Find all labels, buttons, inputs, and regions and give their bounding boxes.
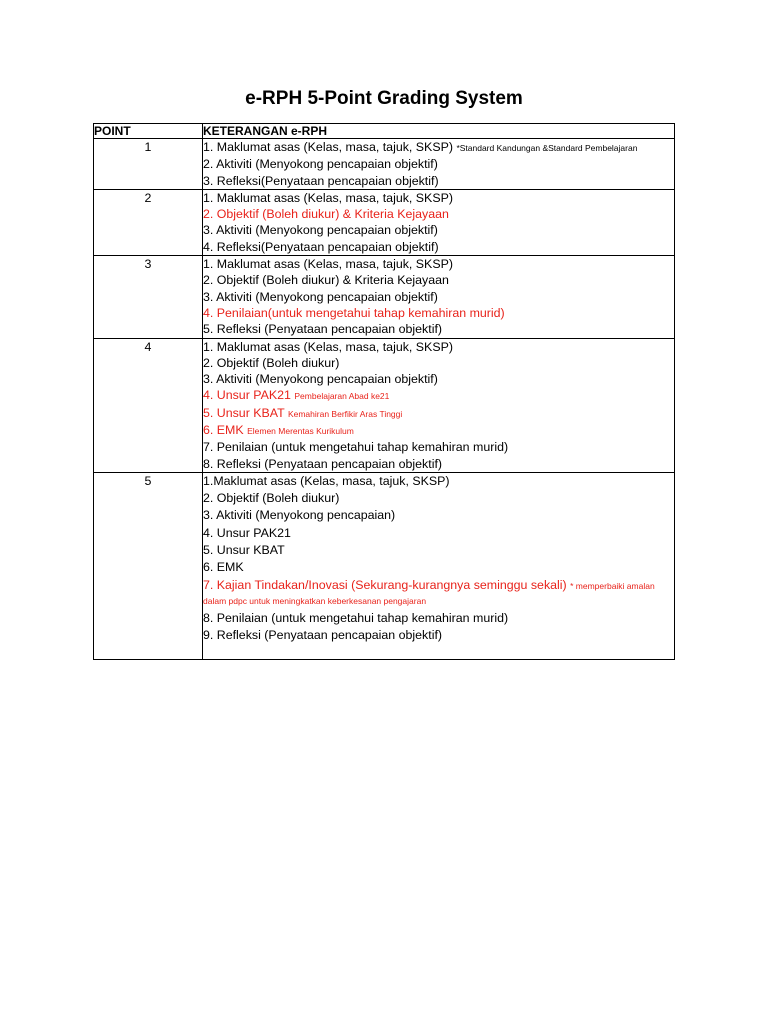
- list-item: 1. Maklumat asas (Kelas, masa, tajuk, SKSP): [203, 190, 453, 205]
- list-item: 3. Aktiviti (Menyokong pencapaian): [203, 508, 396, 523]
- header-description: KETERANGAN e-RPH: [203, 124, 675, 139]
- point-value: 1: [94, 139, 203, 190]
- list-item: 9. Refleksi (Penyataan pencapaian objektif): [203, 628, 443, 643]
- list-item-highlighted: 4. Unsur PAK21 Pembelajaran Abad ke21: [203, 388, 390, 403]
- list-item: 3. Refleksi(Penyataan pencapaian objektif): [203, 173, 439, 188]
- item-note: Kemahiran Berfikir Aras Tinggi: [287, 408, 403, 419]
- table-header-row: [94, 124, 675, 139]
- point-description: [203, 189, 675, 255]
- list-item: 3. Aktiviti (Menyokong pencapaian objektif): [203, 289, 438, 304]
- point-value: 4: [94, 338, 203, 472]
- point-value: 5: [94, 472, 203, 659]
- list-item: 5. Unsur KBAT: [203, 542, 285, 557]
- list-item-highlighted: 5. Unsur KBAT Kemahiran Berfikir Aras Tinggi: [203, 405, 403, 420]
- point-value: 2: [94, 189, 203, 255]
- list-item-highlighted: 7. Kajian Tindakan/Inovasi (Sekurang-kurangnya seminggu sekali) * memperbaiki amalan dalam pdpc untuk meningkatkan keberkesanan pengajaran: [203, 578, 655, 607]
- table-row-point-1: [94, 139, 675, 190]
- item-note: Pembelajaran Abad ke21: [294, 391, 390, 402]
- table-row-point-3: [94, 256, 675, 338]
- list-item: 1.Maklumat asas (Kelas, masa, tajuk, SKSP): [203, 473, 450, 488]
- list-item: 3. Aktiviti (Menyokong pencapaian objektif): [203, 372, 438, 387]
- list-item: 1. Maklumat asas (Kelas, masa, tajuk, SKSP): [203, 257, 453, 272]
- table-row-point-4: [94, 338, 675, 472]
- list-item: 1. Maklumat asas (Kelas, masa, tajuk, SKSP) *Standard Kandungan &Standard Pembelajaran: [203, 140, 638, 154]
- list-item: 5. Refleksi (Penyataan pencapaian objektif): [203, 322, 443, 337]
- list-item: 8. Refleksi (Penyataan pencapaian objektif): [203, 456, 443, 471]
- point-description: [203, 256, 675, 338]
- item-note: * memperbaiki amalan dalam pdpc untuk meningkatkan keberkesanan pengajaran: [203, 581, 655, 607]
- page-title: e-RPH 5-Point Grading System: [245, 88, 523, 109]
- table-row-point-5: [94, 472, 675, 659]
- list-item: 2. Aktiviti (Menyokong pencapaian objektif): [203, 157, 438, 172]
- list-item: 4. Refleksi(Penyataan pencapaian objektif): [203, 239, 439, 254]
- point-description: [203, 139, 675, 190]
- list-item: 1. Maklumat asas (Kelas, masa, tajuk, SKSP): [203, 339, 453, 354]
- list-item-highlighted: 6. EMK Elemen Merentas Kurikulum: [203, 423, 354, 438]
- list-item-highlighted: 4. Penilaian(untuk mengetahui tahap kemahiran murid): [203, 305, 505, 320]
- list-item: 3. Aktiviti (Menyokong pencapaian objektif): [203, 223, 438, 238]
- item-note: Elemen Merentas Kurikulum: [247, 426, 354, 437]
- list-item-highlighted: 2. Objektif (Boleh diukur) & Kriteria Kejayaan: [203, 207, 449, 222]
- point-description: [203, 338, 675, 472]
- list-item: 2. Objektif (Boleh diukur): [203, 491, 340, 506]
- point-description: [203, 472, 675, 659]
- grading-table: [93, 123, 675, 660]
- item-note: *Standard Kandungan &Standard Pembelajaran: [456, 143, 638, 153]
- table-row-point-2: [94, 189, 675, 255]
- list-item: 2. Objektif (Boleh diukur): [203, 355, 340, 370]
- list-item: 6. EMK: [203, 559, 244, 574]
- header-point: POINT: [94, 124, 203, 139]
- list-item: 7. Penilaian (untuk mengetahui tahap kemahiran murid): [203, 440, 509, 455]
- list-item: 8. Penilaian (untuk mengetahui tahap kemahiran murid): [203, 611, 509, 626]
- point-value: 3: [94, 256, 203, 338]
- list-item: 4. Unsur PAK21: [203, 525, 291, 540]
- list-item: 2. Objektif (Boleh diukur) & Kriteria Kejayaan: [203, 273, 449, 288]
